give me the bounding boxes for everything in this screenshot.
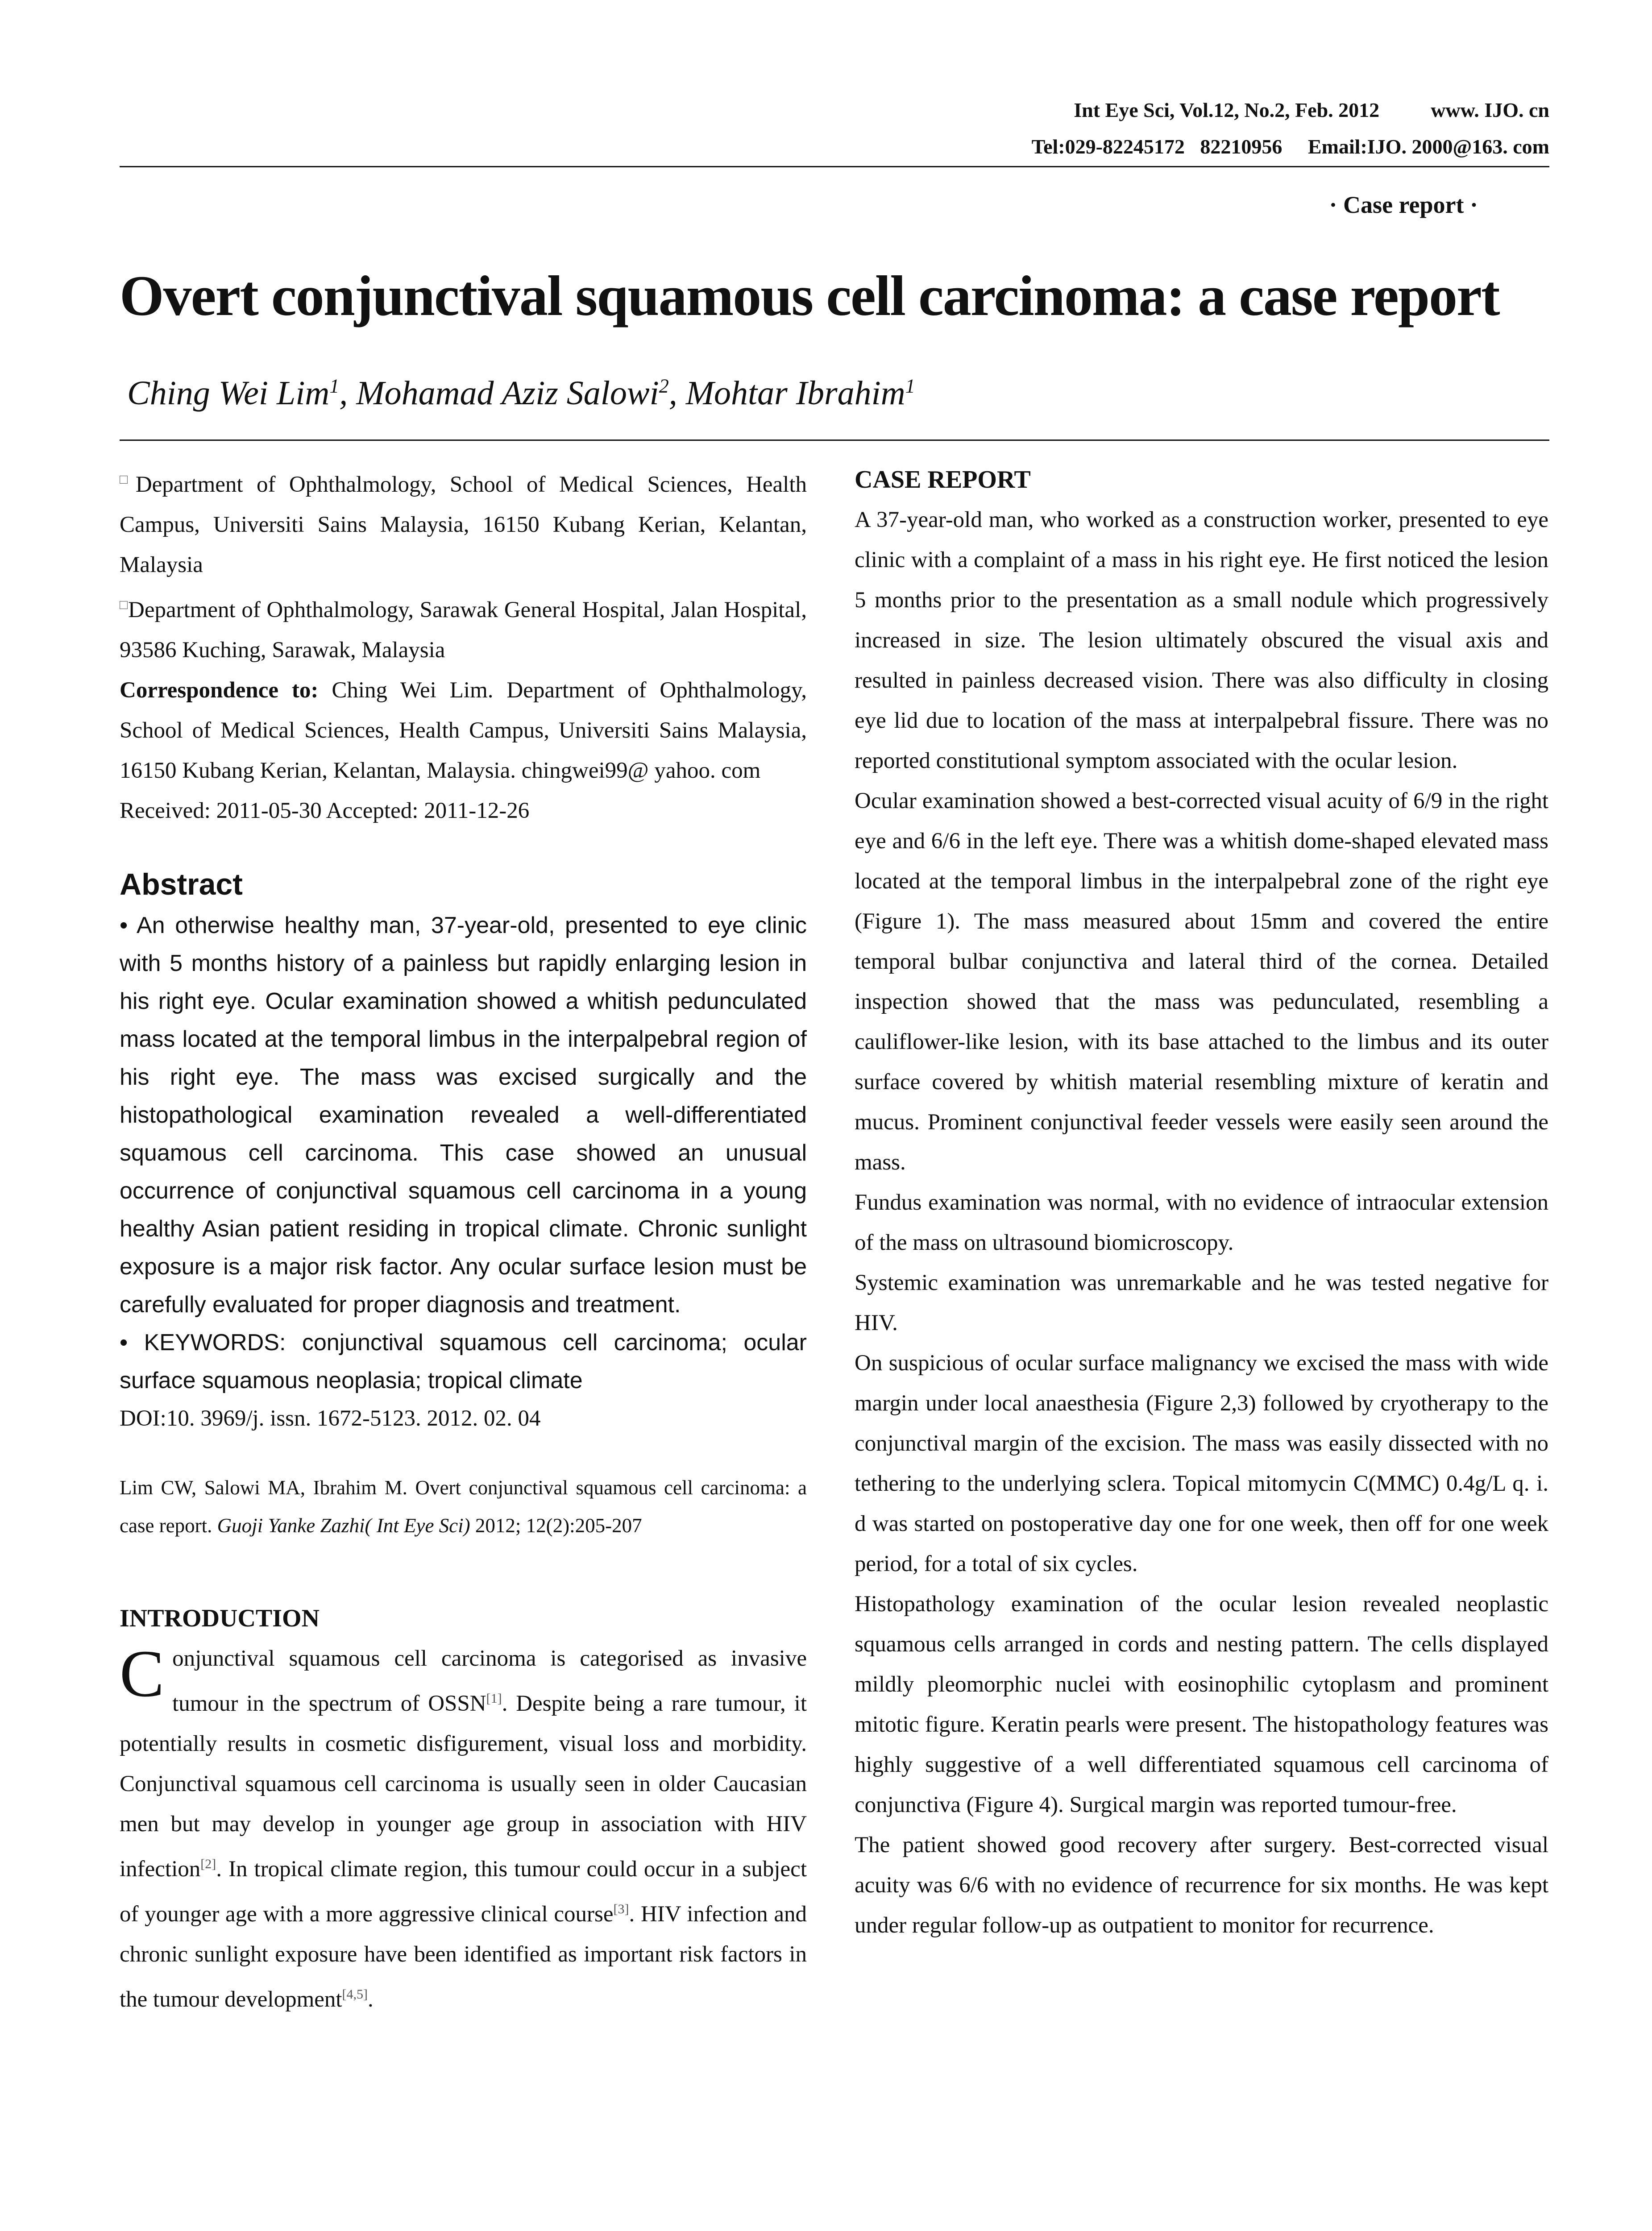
journal-contact-line <box>1032 135 1549 158</box>
case-report-heading: CASE REPORT <box>855 466 1031 493</box>
author-affiliation-mark: 1 <box>905 375 915 397</box>
received-date: Received: 2011-05-30 <box>120 798 322 823</box>
keywords: • KEYWORDS: conjunctival squamous cell carcinoma; ocular surface squamous neoplasia; tropical climate <box>120 1330 807 1393</box>
correspondence-label: Correspondence to: <box>120 678 319 703</box>
dates <box>120 791 807 831</box>
abstract-text: • An otherwise healthy man, 37-year-old, presented to eye clinic with 5 months history of a painless but rapidly enlarging lesion in his right eye. Ocular examination showed a whitish pedunculated mass located at the temporal limbus in the interpalpebral region of his right eye. The mass was excised surgically and the histopathological examination revealed a well-differentiated squamous cell carcinoma. This case showed an unusual occurrence of conjunctival squamous cell carcinoma in a young healthy Asian patient residing in tropical climate. Chronic sunlight exposure is a major risk factor. Any ocular surface lesion must be carefully evaluated for proper diagnosis and treatment. <box>120 912 807 1318</box>
author-name: Mohtar Ibrahim <box>685 374 905 412</box>
right-column <box>855 460 1548 1945</box>
citation-mark-icon: [4,5] <box>342 1987 368 2002</box>
journal-citation: Int Eye Sci, Vol.12, No.2, Feb. 2012 <box>1074 99 1380 121</box>
header-rule <box>120 166 1549 167</box>
case-paragraph: Histopathology examination of the ocular lesion revealed neoplastic squamous cells arranged in cords and nesting pattern. The cells displayed mildly pleomorphic nuclei with eosinophilic cytoplasm and prominent mitotic figure. Keratin pearls were present. The histopathology features was highly suggestive of a well differentiated squamous cell carcinoma of conjunctiva (Figure 4). Surgical margin was reported tumour-free. <box>855 1592 1548 1817</box>
affiliation-2: □Department of Ophthalmology, Sarawak General Hospital, Jalan Hospital, 93586 Kuching, Sarawak, Malaysia <box>120 597 807 663</box>
article-title: Overt conjunctival squamous cell carcinoma: a case report <box>120 264 1499 328</box>
journal-email: Email:IJO. 2000@163. com <box>1307 135 1549 158</box>
journal-header-line <box>1074 98 1549 122</box>
affiliation-1: □Department of Ophthalmology, School of Medical Sciences, Health Campus, Universiti Sains Malaysia, 16150 Kubang Kerian, Kelantan, Malaysia <box>120 472 807 577</box>
case-paragraph: On suspicious of ocular surface malignancy we excised the mass with wide margin under local anaesthesia (Figure 2,3) followed by cryotherapy to the conjunctival margin of the excision. The mass was easily dissected with no tethering to the underlying sclera. Topical mitomycin C(MMC) 0.4g/L q. i. d was started on postoperative day one for one week, then off for one week period, for a total of six cycles. <box>855 1351 1548 1576</box>
journal-tel: Tel:029-82245172 82210956 <box>1031 135 1283 158</box>
author-name: Mohamad Aziz Salowi <box>356 374 659 412</box>
left-column <box>120 460 807 2020</box>
author-affiliation-mark: 2 <box>659 375 669 397</box>
author-affiliation-mark: 1 <box>329 375 340 397</box>
author-name: Ching Wei Lim <box>127 374 330 412</box>
citation-mark-icon: [2] <box>200 1857 216 1871</box>
accepted-date: Accepted: 2011-12-26 <box>326 798 530 823</box>
citation-mark-icon: [1] <box>486 1691 502 1706</box>
abstract-heading: Abstract <box>120 867 243 901</box>
citation: Lim CW, Salowi MA, Ibrahim M. Overt conjunctival squamous cell carcinoma: a case report. Guoji Yanke Zazhi( Int Eye Sci) 2012; 12(2):205-207 <box>120 1476 807 1537</box>
case-paragraph: Ocular examination showed a best-corrected visual acuity of 6/9 in the right eye and 6/6 in the left eye. There was a whitish dome-shaped elevated mass located at the temporal limbus in the interpalpebral zone of the right eye (Figure 1). The mass measured about 15mm and covered the entire temporal bulbar conjunctiva and lateral third of the cornea. Detailed inspection showed that the mass was pedunculated, resembling a cauliflower-like lesion, with its base attached to the limbus and its outer surface covered by whitish material resembling mixture of keratin and mucus. Prominent conjunctival feeder vessels were easily seen around the mass. <box>855 788 1548 1175</box>
case-paragraph: A 37-year-old man, who worked as a construction worker, presented to eye clinic with a complaint of a mass in his right eye. He first noticed the lesion 5 months prior to the presentation as a small nodule which progressively increased in size. The lesion ultimately obscured the visual axis and resulted in painless decreased vision. There was also difficulty in closing eye lid due to location of the mass at interpalpebral fissure. There was no reported constitutional symptom associated with the ocular lesion. <box>855 507 1548 773</box>
journal-website: www. IJO. cn <box>1431 99 1549 121</box>
section-label: · Case report · <box>1329 191 1478 218</box>
title-rule <box>120 440 1549 441</box>
author-list: Ching Wei Lim$^1$, Mohamad Aziz Salowi$^2$, Mohtar Ibrahim$^1$ <box>127 374 915 412</box>
case-paragraph: Systemic examination was unremarkable and he was tested negative for HIV. <box>855 1270 1548 1335</box>
case-paragraph: The patient showed good recovery after surgery. Best-corrected visual acuity was 6/6 with no evidence of recurrence for six months. He was kept under regular follow-up as outpatient to monitor for recurrence. <box>855 1833 1548 1938</box>
citation-mark-icon: [3] <box>613 1902 629 1916</box>
introduction-heading: INTRODUCTION <box>120 1605 320 1632</box>
doi: DOI:10. 3969/j. issn. 1672-5123. 2012. 02. 04 <box>120 1406 541 1431</box>
drop-cap: C <box>120 1637 165 1711</box>
citation-journal: Guoji Yanke Zazhi( Int Eye Sci) <box>217 1514 470 1537</box>
correspondence <box>120 670 807 791</box>
case-paragraph: Fundus examination was normal, with no evidence of intraocular extension of the mass on ultrasound biomicroscopy. <box>855 1190 1548 1255</box>
correspondence-text: Ching Wei Lim. Department of Ophthalmology, School of Medical Sciences, Health Campus, Universiti Sains Malaysia, 16150 Kubang Kerian, Kelantan, Malaysia. chingwei99@ yahoo. com <box>120 678 807 783</box>
introduction-text: Conjunctival squamous cell carcinoma is categorised as invasive tumour in the spectrum of OSSN[1]. Despite being a rare tumour, it potentially results in cosmetic disfigurement, visual loss and morbidity. Conjunctival squamous cell carcinoma is usually seen in older Caucasian men but may develop in younger age group in association with HIV infection[2]. In tropical climate region, this tumour could occur in a subject of younger age with a more aggressive clinical course[3]. HIV infection and chronic sunlight exposure have been identified as important risk factors in the tumour development[4,5]. <box>120 1637 807 2012</box>
